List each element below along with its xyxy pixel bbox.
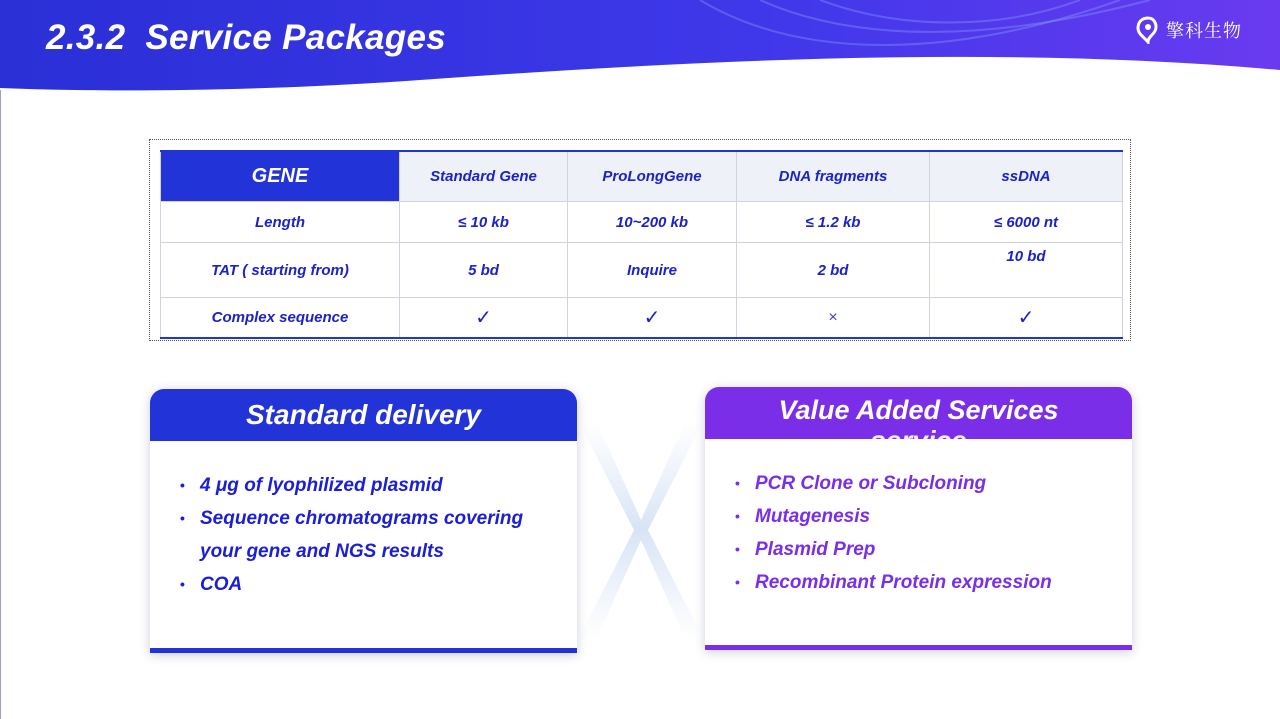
table-cell: 10 bd: [930, 243, 1123, 298]
brand-logo: [1136, 16, 1242, 44]
page-title: 2.3.2 Service Packages: [46, 18, 446, 57]
table-cell: [737, 298, 930, 339]
table-cell: ≤ 6000 nt: [930, 202, 1123, 243]
list-item: • Sequence chromatograms covering your gene and NGS results: [180, 508, 524, 562]
connector-decoration: [578, 420, 704, 640]
list-item: • PCR Clone or Subcloning: [735, 473, 987, 494]
table-header-row: [161, 151, 1123, 202]
table-row-length: [161, 202, 1123, 243]
header-cell-dna-fragments: DNA fragments: [737, 151, 930, 202]
table-row-tat: [161, 243, 1123, 298]
table-cell: 5 bd: [400, 243, 568, 298]
list-item: • 4 μg of lyophilized plasmid: [180, 475, 443, 496]
table-cell: [930, 298, 1123, 339]
header-cell-gene: GENE: [161, 151, 400, 202]
standard-delivery-title: Standard delivery: [150, 389, 577, 441]
table-cell: [400, 298, 568, 339]
value-added-list: [735, 467, 1112, 599]
check-icon: ✓: [1017, 307, 1035, 329]
left-rule: [0, 90, 1, 719]
service-package-table: [160, 150, 1123, 339]
card-footer-bar: [150, 648, 577, 653]
table-cell: ≤ 1.2 kb: [737, 202, 930, 243]
card-footer-bar: [705, 645, 1132, 650]
table-row-complex-sequence: [161, 298, 1123, 339]
table-cell: [568, 298, 737, 339]
table-cell: 2 bd: [737, 243, 930, 298]
value-added-title: Value Added Services: [705, 387, 1132, 439]
value-added-title-overflow: service: [870, 425, 967, 456]
standard-delivery-card: [150, 389, 577, 653]
brand-name: 擎科生物: [1166, 21, 1242, 42]
cross-icon: ×: [828, 308, 838, 326]
row-label: Complex sequence: [161, 298, 400, 339]
row-label: Length: [161, 202, 400, 243]
list-item: • COA: [180, 574, 243, 595]
check-icon: ✓: [643, 307, 661, 329]
value-added-card: [705, 387, 1132, 650]
check-icon: ✓: [475, 307, 492, 329]
header-cell-prolonggene: ProLongGene: [568, 151, 737, 202]
brand-mark-icon: [1136, 16, 1160, 44]
row-label: TAT ( starting from): [161, 243, 400, 298]
table-cell: 10~200 kb: [568, 202, 737, 243]
table-cell: Inquire: [568, 243, 737, 298]
list-item: • Mutagenesis: [735, 506, 871, 527]
table-cell: ≤ 10 kb: [400, 202, 568, 243]
header-cell-standard-gene: Standard Gene: [400, 151, 568, 202]
standard-delivery-list: [180, 469, 557, 601]
header-cell-ssdna: ssDNA: [930, 151, 1123, 202]
list-item: • Recombinant Protein expression: [735, 572, 1052, 593]
list-item: • Plasmid Prep: [735, 539, 876, 560]
